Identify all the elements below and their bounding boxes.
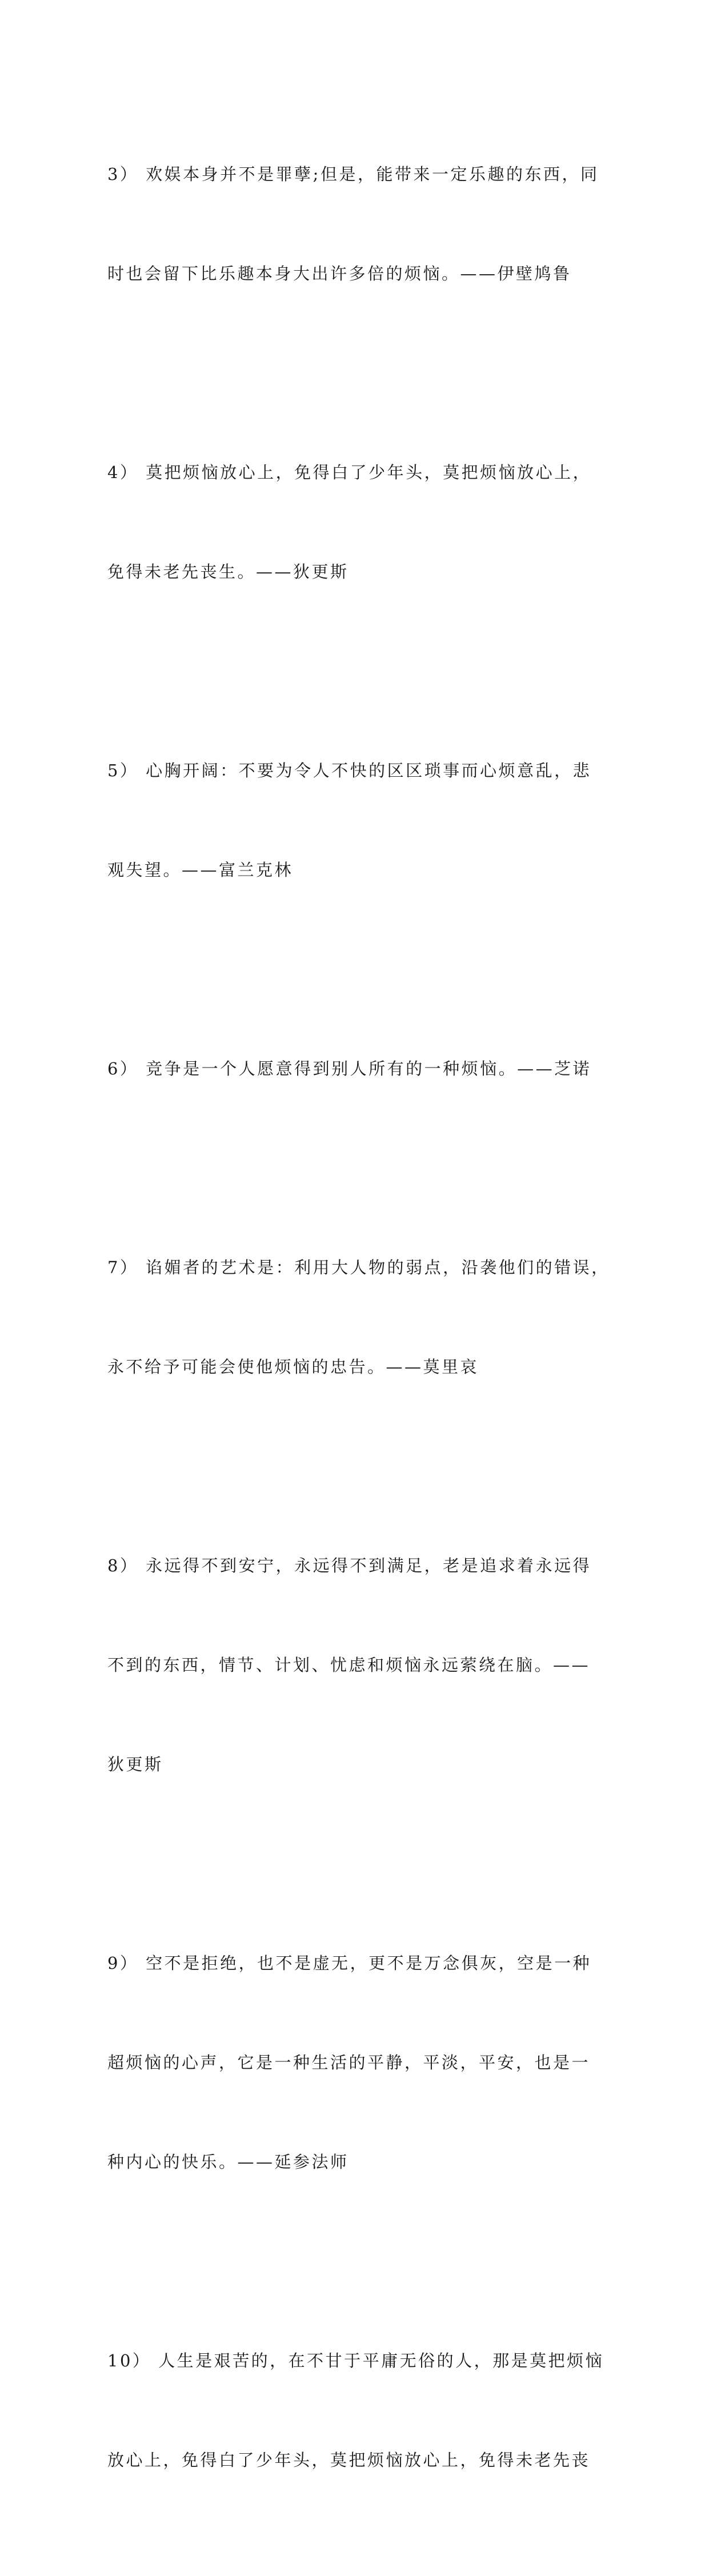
text-line: 观失望。——富兰克林 <box>107 860 294 880</box>
text-line: 不到的东西，情节、计划、忧虑和烦恼永远萦绕在脑。—— <box>107 1655 591 1675</box>
quote-paragraph <box>107 1483 610 1847</box>
quote-paragraph <box>107 2278 610 2543</box>
text-line: 放心上，免得白了少年头，莫把烦恼放心上，免得未老先丧 <box>107 2450 591 2470</box>
text-line: 种内心的快乐。——延参法师 <box>107 2152 349 2172</box>
quote-paragraph <box>107 390 610 655</box>
quote-paragraph <box>107 1185 610 1450</box>
quote-paragraph <box>107 91 610 356</box>
text-line: 永不给予可能会使他烦恼的忠告。——莫里哀 <box>107 1357 479 1377</box>
quote-paragraph <box>107 1880 610 2245</box>
text-line: 10） 人生是艰苦的，在不甘于平庸无俗的人，那是莫把烦恼 <box>107 2351 604 2370</box>
text-line: 3） 欢娱本身并不是罪孽;但是，能带来一定乐趣的东西，同 <box>107 164 599 184</box>
text-line: 免得未老先丧生。——狄更斯 <box>107 562 349 581</box>
text-line: 9） 空不是拒绝，也不是虚无，更不是万念俱灰，空是一种 <box>107 1953 592 1973</box>
text-line: 4） 莫把烦恼放心上，免得白了少年头，莫把烦恼放心上， <box>107 463 592 482</box>
quote-paragraph <box>107 688 610 953</box>
text-line: 8） 永远得不到安宁，永远得不到满足，老是追求着永远得 <box>107 1556 592 1575</box>
quote-paragraph <box>107 986 610 1151</box>
text-line: 6） 竞争是一个人愿意得到别人所有的一种烦恼。——芝诺 <box>107 1059 592 1078</box>
text-line: 7） 谄媚者的艺术是：利用大人物的弱点，沿袭他们的错误， <box>107 1258 610 1277</box>
text-line: 5） 心胸开阔：不要为令人不快的区区琐事而心烦意乱，悲 <box>107 761 592 780</box>
text-line: 超烦恼的心声，它是一种生活的平静，平淡，平安，也是一 <box>107 2053 591 2072</box>
text-line: 时也会留下比乐趣本身大出许多倍的烦恼。——伊壁鸠鲁 <box>107 264 572 283</box>
document-body <box>107 91 610 2576</box>
text-line: 狄更斯 <box>107 1755 163 1774</box>
